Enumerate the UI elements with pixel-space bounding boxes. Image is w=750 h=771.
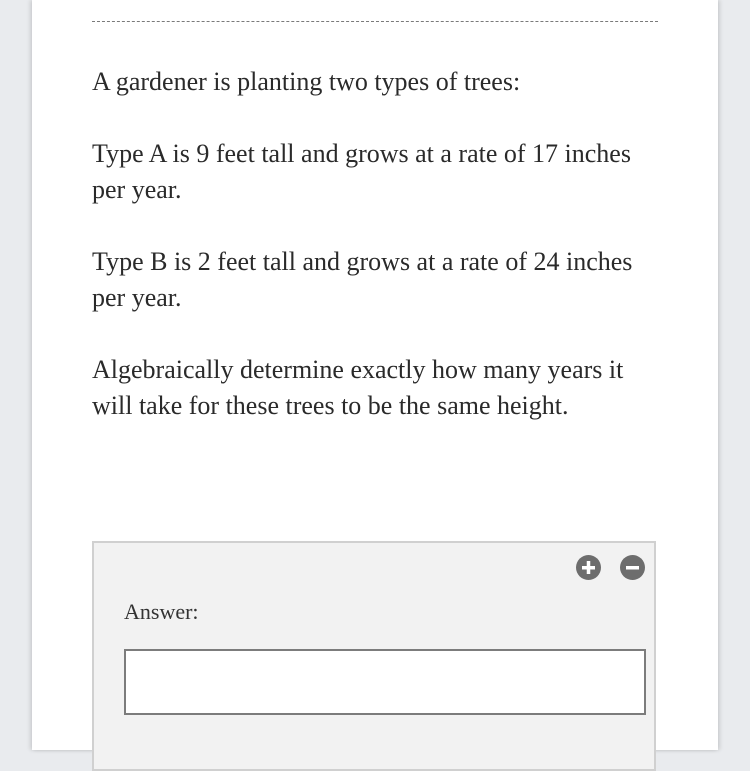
question-paragraph-1: A gardener is planting two types of trees:	[92, 67, 521, 96]
answer-label: Answer:	[124, 599, 199, 624]
minus-circle-icon[interactable]	[620, 555, 645, 580]
question-page	[32, 0, 718, 750]
answer-input[interactable]	[124, 649, 646, 715]
question-paragraph-3: Type B is 2 feet tall and grows at a rate of 24 inches per year.	[92, 247, 633, 312]
dashed-divider	[92, 21, 658, 22]
plus-circle-icon[interactable]	[576, 555, 601, 580]
answer-panel	[92, 541, 656, 771]
question-paragraph-2: Type A is 9 feet tall and grows at a rate of 17 inches per year.	[92, 139, 631, 204]
question-text	[92, 64, 662, 460]
question-paragraph-4: Algebraically determine exactly how many years it will take for these trees to be the same height.	[92, 355, 624, 420]
